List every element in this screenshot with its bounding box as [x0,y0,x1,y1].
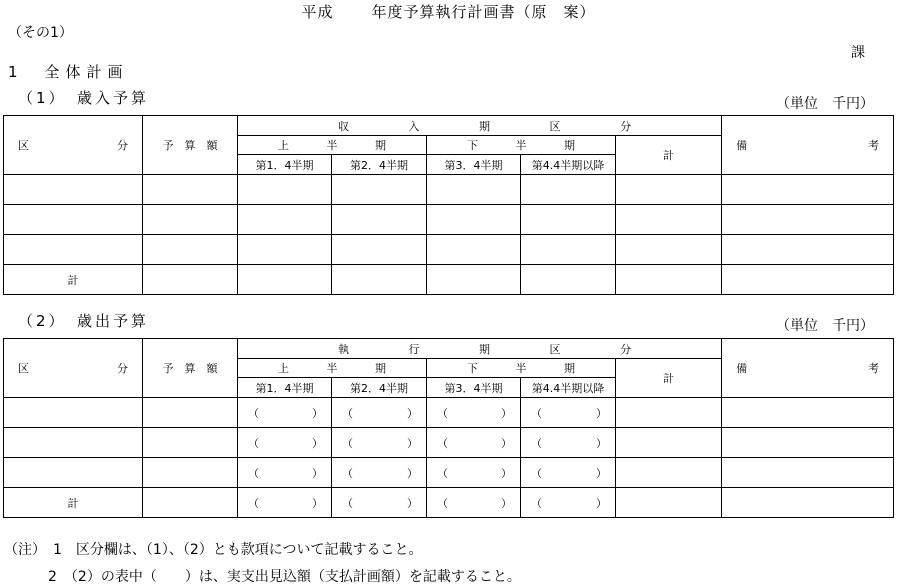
paren-cell[interactable]: （ ） [238,488,332,518]
expenditure-period-header: 執 行 期 区 分 [238,339,722,359]
document-title [0,1,897,22]
section-unit-label: 課 [851,45,865,61]
total-row [4,265,894,295]
paren-cell[interactable]: （ ） [521,398,616,428]
expenditure-heading: （2） 歳出予算 [18,312,150,330]
col-biko-header: 備 考 [722,116,894,175]
first-half-header: 上 半 期 [238,136,427,155]
col-yosan-header: 予 算 額 [143,116,238,175]
page-number-label: （その1） [8,25,73,41]
q3-header: 第3．4半期 [427,155,521,175]
paren-cell[interactable]: （ ） [332,488,427,518]
second-half-header: 下 半 期 [427,136,616,155]
q3-header: 第3．4半期 [427,378,521,398]
revenue-heading: （1） 歳入予算 [18,89,150,107]
table-row [4,458,894,488]
total-row [4,488,894,518]
q4-header: 第4.4半期以降 [521,378,616,398]
paren-cell[interactable]: （ ） [332,428,427,458]
total-row-label: 計 [4,488,143,518]
col-total-header: 計 [616,136,722,175]
col-kubun-header: 区 分 [4,339,143,398]
paren-cell[interactable]: （ ） [332,458,427,488]
col-biko-header: 備 考 [722,339,894,398]
revenue-table [3,115,894,295]
revenue-period-header: 収 入 期 区 分 [238,116,722,136]
q2-header: 第2．4半期 [332,155,427,175]
paren-cell[interactable]: （ ） [521,458,616,488]
title-era: 平成 [301,3,334,21]
paren-cell[interactable]: （ ） [427,398,521,428]
total-row-label: 計 [4,265,143,295]
paren-cell[interactable]: （ ） [427,488,521,518]
revenue-unit: （単位 千円） [776,96,874,112]
paren-cell[interactable]: （ ） [427,428,521,458]
paren-cell[interactable]: （ ） [238,458,332,488]
note-line-2: 2 （2）の表中（ ）は、実支出見込額（支払計画額）を記載すること。 [48,569,521,585]
q4-header: 第4.4半期以降 [521,155,616,175]
q1-header: 第1．4半期 [238,378,332,398]
note-line-1: （注） 1 区分欄は、（1）、（2）とも款項について記載すること。 [4,542,423,558]
section-heading: 1 全体計画 [8,63,129,81]
expenditure-table [3,338,894,518]
col-total-header: 計 [616,359,722,398]
first-half-header: 上 半 期 [238,359,427,378]
paren-cell[interactable]: （ ） [332,398,427,428]
paren-cell[interactable]: （ ） [427,458,521,488]
second-half-header: 下 半 期 [427,359,616,378]
col-yosan-header: 予 算 額 [143,339,238,398]
table-row [4,235,894,265]
title-text: 年度予算執行計画書（原 案） [371,3,596,21]
table-row [4,175,894,205]
expenditure-unit: （単位 千円） [776,318,874,334]
col-kubun-header: 区 分 [4,116,143,175]
paren-cell[interactable]: （ ） [238,428,332,458]
q2-header: 第2．4半期 [332,378,427,398]
paren-cell[interactable]: （ ） [238,398,332,428]
paren-cell[interactable]: （ ） [521,488,616,518]
q1-header: 第1．4半期 [238,155,332,175]
table-row [4,428,894,458]
paren-cell[interactable]: （ ） [521,428,616,458]
table-row [4,205,894,235]
table-row [4,398,894,428]
